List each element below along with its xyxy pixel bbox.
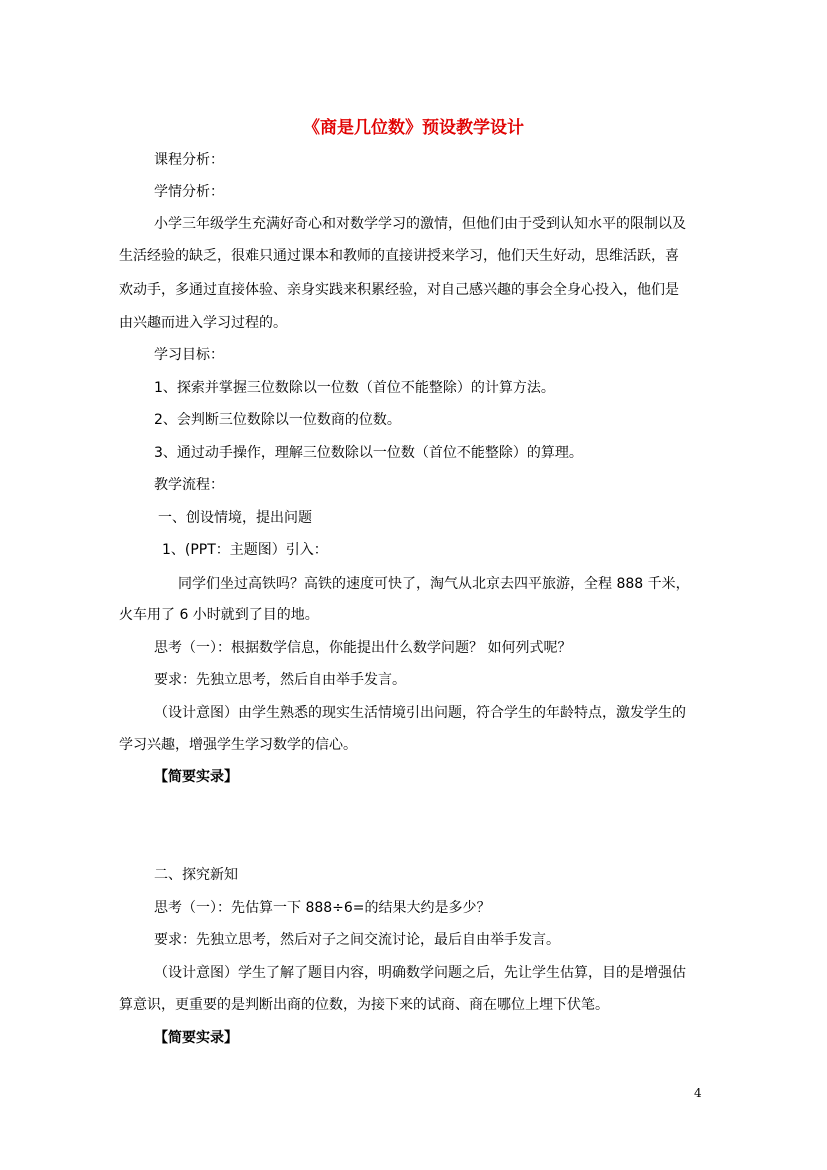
goal-item: 1、探索并掌握三位数除以一位数（首位不能整除）的计算方法。 (154, 380, 555, 396)
learner-paragraph-line: 小学三年级学生充满好奇心和对数学学习的激情，但他们由于受到认知水平的限制以及 (154, 216, 686, 232)
section1-heading: 一、创设情境，提出问题 (158, 510, 312, 526)
section1-think: 思考（一）：根据数学信息，你能提出什么数学问题？ 如何列式呢？ (154, 640, 572, 656)
learner-analysis-heading: 学情分析： (154, 184, 224, 200)
section2-think: 思考（一）：先估算一下 888÷6=的结果大约是多少？ (154, 900, 491, 916)
document-title: 《商是几位数》预设教学设计 (303, 118, 524, 138)
goal-item: 3、通过动手操作，理解三位数除以一位数（首位不能整除）的算理。 (154, 445, 583, 461)
goals-heading: 学习目标： (154, 347, 224, 363)
design-intent-line: （设计意图）由学生熟悉的现实生活情境引出问题，符合学生的年龄特点，激发学生的 (154, 705, 686, 721)
learner-paragraph-line: 由兴趣而进入学习过程的。 (119, 315, 287, 331)
page-number: 4 (694, 1086, 702, 1100)
section1-record: 【简要实录】 (154, 769, 238, 785)
design-intent-line: （设计意图）学生了解了题目内容，明确数学问题之后，先让学生估算，目的是增强估 (154, 965, 686, 981)
section2-heading: 二、探究新知 (154, 867, 238, 883)
course-analysis-heading: 课程分析： (154, 152, 224, 168)
learner-paragraph-line: 欢动手，多通过直接体验、亲身实践来积累经验，对自己感兴趣的事会全身心投入，他们是 (119, 282, 679, 298)
process-heading: 教学流程： (154, 477, 224, 493)
section1-intro: 1、(PPT：主题图）引入： (162, 542, 328, 558)
section2-record: 【简要实录】 (154, 1030, 238, 1046)
section1-require: 要求：先独立思考，然后自由举手发言。 (154, 672, 406, 688)
design-intent-line: 算意识，更重要的是判断出商的位数，为接下来的试商、商在哪位上埋下伏笔。 (119, 997, 609, 1013)
story-line: 同学们坐过高铁吗？高铁的速度可快了，淘气从北京去四平旅游，全程 888 千米， (178, 576, 690, 592)
design-intent-line: 学习兴趣，增强学生学习数学的信心。 (119, 737, 357, 753)
story-line: 火车用了 6 小时就到了目的地。 (119, 607, 319, 623)
learner-paragraph-line: 生活经验的缺乏，很难只通过课本和教师的直接讲授来学习，他们天生好动，思维活跃，喜 (119, 248, 679, 264)
section2-require: 要求：先独立思考，然后对子之间交流讨论，最后自由举手发言。 (154, 932, 560, 948)
goal-item: 2、会判断三位数除以一位数商的位数。 (154, 412, 401, 428)
